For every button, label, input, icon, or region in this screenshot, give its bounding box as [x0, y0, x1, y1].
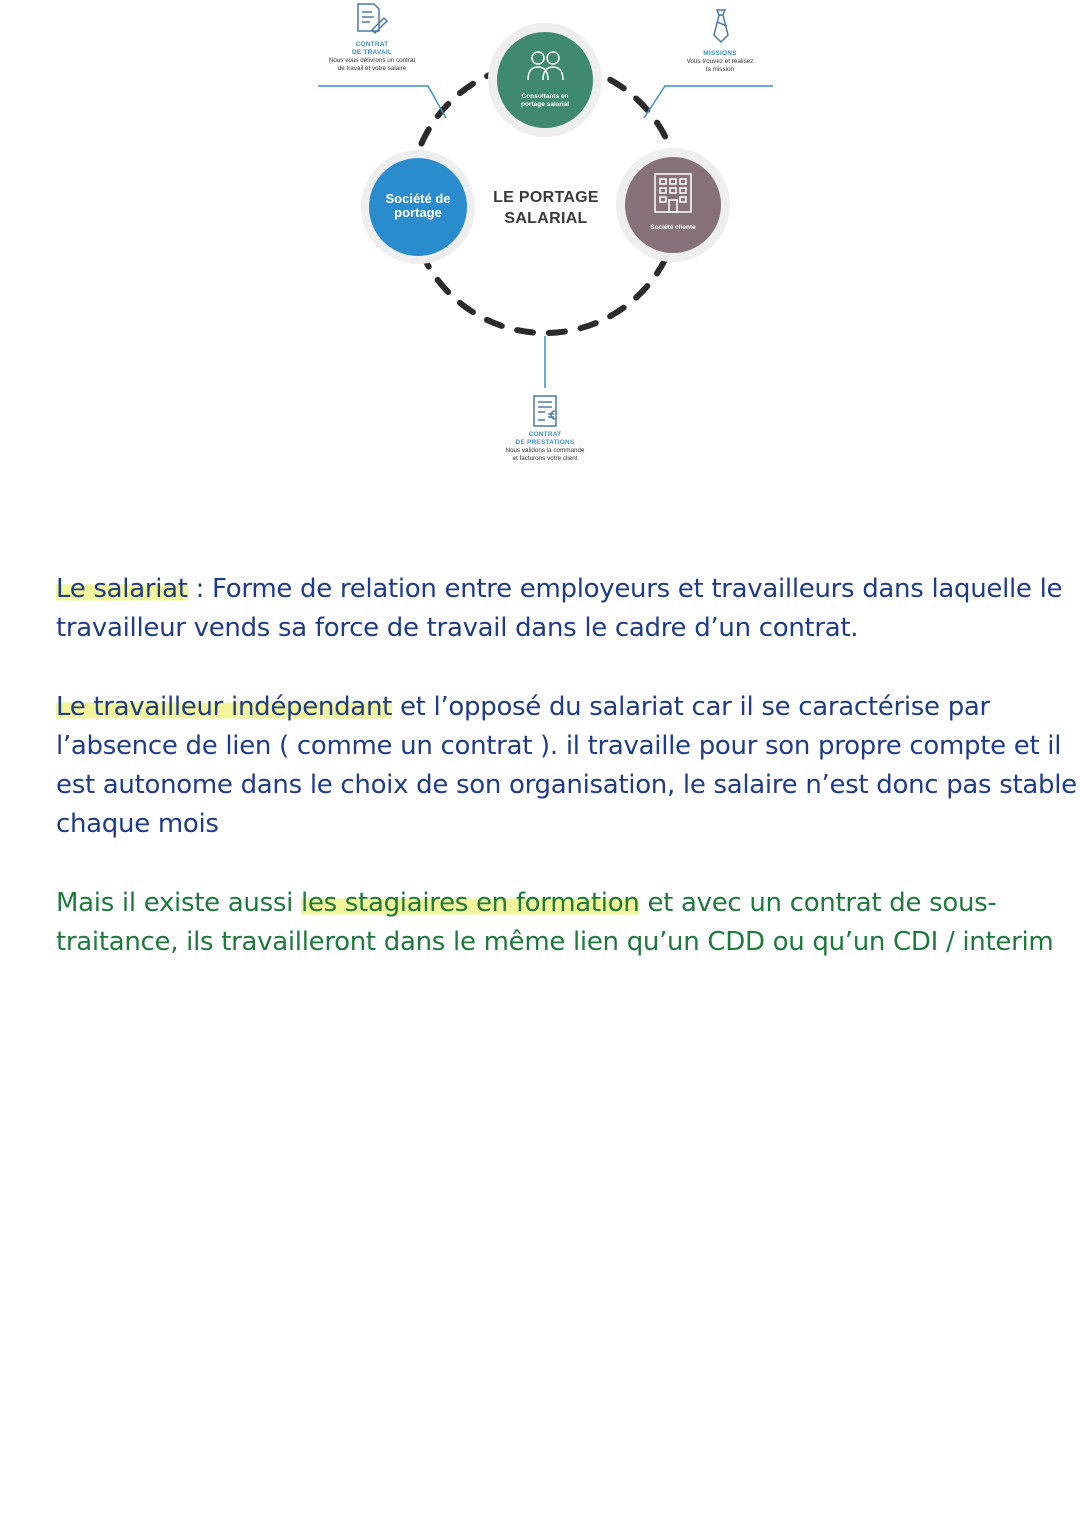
callout-missions-title: MISSIONS: [703, 50, 737, 57]
stagiaires-text-2: traitance, ils travailleront dans le même lien qu’un CDD ou qu’un CDI / interim: [56, 927, 1054, 957]
societe-cliente-circle: [625, 157, 721, 253]
callout-contrat-prestations-title-2: DE PRESTATIONS: [515, 439, 575, 446]
euro-invoice-icon: [534, 396, 556, 426]
diagram-center-title: [476, 187, 616, 229]
callout-contrat-travail-text-1: Nous vous délivrons un contrat: [328, 57, 416, 64]
societe-portage-label-line-1: Société de: [385, 191, 451, 206]
societe-cliente-label: [633, 224, 713, 232]
handwritten-notes: [56, 570, 1077, 1002]
connector-contrat-travail: [318, 86, 446, 118]
callout-contrat-travail-title-2: DE TRAVAIL: [351, 49, 393, 56]
callout-contrat-travail-text-2: de travail et votre salaire: [337, 65, 407, 72]
tie-icon: [714, 10, 728, 42]
connector-missions: [644, 86, 773, 118]
highlight-independant: Le travailleur indépendant: [56, 692, 393, 722]
paragraph-stagiaires: [56, 884, 1054, 962]
contract-pen-icon: [358, 4, 387, 33]
consultants-label: [505, 93, 585, 109]
salariat-text-1: : Forme de relation entre employeurs et travailleurs dans laquelle le: [187, 574, 1063, 604]
callout-contrat-travail: [300, 41, 444, 73]
paragraph-stagiaires-line-1: [56, 884, 1036, 923]
societe-cliente-label-line-1: Société cliente: [650, 224, 696, 231]
societe-portage-label: [370, 192, 466, 220]
consultants-label-line-1: Consultants en: [521, 93, 569, 100]
highlight-stagiaires: les stagiaires en formation: [300, 888, 640, 918]
highlight-salariat: Le salariat: [56, 574, 188, 604]
center-title-line-2: SALARIAL: [504, 210, 588, 227]
callout-contrat-prestations: [480, 431, 610, 463]
callout-missions-text-1: Vous trouvez et réalisez: [686, 58, 754, 65]
paragraph-salariat: [56, 570, 1063, 648]
consultants-circle: [497, 32, 593, 128]
diagram-graphics: [0, 0, 1080, 480]
paragraph-salariat-line-1: [56, 570, 1063, 609]
portage-salarial-diagram: [0, 0, 1080, 480]
independant-text-3: est autonome dans le choix de son organisation, le salaire n’est donc pas stable: [56, 770, 1077, 800]
societe-portage-label-line-2: portage: [394, 205, 442, 220]
callout-contrat-prestations-title-1: CONTRAT: [528, 431, 562, 438]
salariat-text-2: travailleur vends sa force de travail dans le cadre d’un contrat.: [56, 613, 859, 643]
paragraph-independant: [56, 688, 1077, 844]
callout-contrat-travail-title-1: CONTRAT: [355, 41, 389, 48]
paragraph-independant-line-1: [56, 688, 1036, 727]
consultants-label-line-2: portage salarial: [520, 101, 570, 108]
independant-text-2: l’absence de lien ( comme un contrat ). il travaille pour son propre compte et il: [56, 731, 1062, 761]
callout-missions: [660, 50, 780, 74]
stagiaires-text-1: et avec un contrat de sous-: [639, 888, 997, 918]
callout-contrat-prestations-text-2: et facturons votre client: [512, 455, 578, 462]
stagiaires-prefix: Mais il existe aussi: [56, 888, 301, 918]
callout-contrat-prestations-text-1: Nous validons la commande: [505, 447, 585, 454]
callout-missions-text-2: la mission: [706, 66, 734, 73]
independant-text-4: chaque mois: [56, 809, 219, 839]
independant-text-1: et l’opposé du salariat car il se caractérise par: [392, 692, 990, 722]
center-title-line-1: LE PORTAGE: [493, 189, 599, 206]
